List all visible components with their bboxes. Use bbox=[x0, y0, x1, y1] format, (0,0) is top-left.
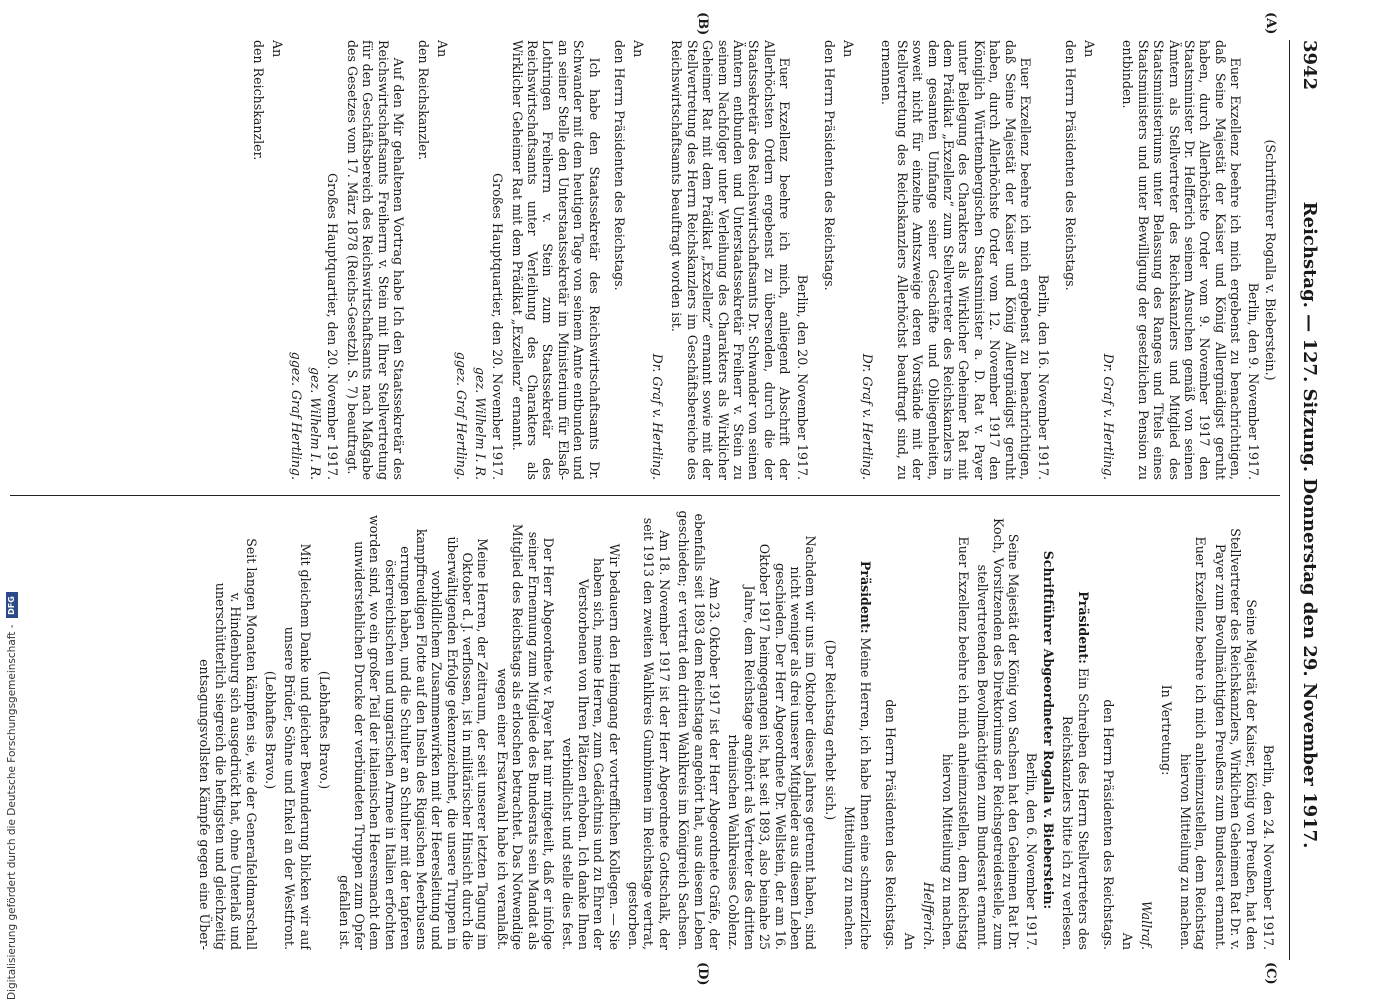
decree-address-recipient: den Reichskanzler. bbox=[415, 40, 431, 161]
letter-body: Seine Majestät der Kaiser, König von Preußen, hat den Stellvertreter des Reichskanzlers, Wirklichen Geheimen Rat Dr. v. Payer zum Bevollmächtigten Preußens zum Bundesrat ernannt. bbox=[1212, 528, 1259, 950]
president-label: Präsident: bbox=[857, 560, 873, 634]
president-text: Ein Schreiben des Herrn Stellvertreters des Reichskanzlers bitte ich zu verlesen. bbox=[1060, 667, 1091, 950]
page-number: 3942 bbox=[1299, 40, 1321, 91]
column-divider bbox=[10, 495, 1280, 496]
left-column bbox=[10, 40, 1280, 480]
letter-date: Berlin, den 24. November 1917. bbox=[1261, 744, 1276, 950]
letter-signature: Helfferich. bbox=[921, 881, 937, 950]
speaker-note: (Schriftführer Rogalla v. Bieberstein.) bbox=[1263, 139, 1278, 381]
decree-place: Großes Hauptquartier, den 20. November 1917. bbox=[325, 173, 341, 480]
letter-address-recipient: den Herrn Präsidenten des Reichstags. bbox=[611, 40, 627, 291]
letter-date: Berlin, den 6. November 1917. bbox=[1023, 752, 1039, 950]
decree-countersignature: ggez. Graf Hertling. bbox=[454, 351, 470, 480]
speech-paragraph: Der Herr Abgeordnete v. Payer hat mir mitgeteilt, daß er infolge seiner Ernennung zum Mitgliede des Bundesrats sein Mandat als Mitglied des Reichstags als erloschen betrachtet. Das Notwendige wegen einer Ersatzwahl habe ich veranlaßt. bbox=[494, 523, 556, 950]
letter-address-line: An bbox=[1081, 40, 1097, 58]
speech-paragraph: Am 18. November 1917 ist der Herr Abgeordnete Gottschalk, der seit 1913 den zweiten Wahlkreis Gumbinnen im Reichstage vertrat, gestorben. bbox=[626, 517, 672, 950]
decree-signature: gez. Wilhelm I. R. bbox=[307, 367, 323, 480]
speech-paragraph: Meine Herren, der Zeitraum, der seit unserer letzten Tagung im Oktober d. J. verflossen, ist in militärischer Hinsicht durch die überwältigenden Erfolge gekennzeichnet, die unsere Truppen in vorbildlichem Zusammenwirken mit der Heeresleitung und kampffreudigen Flotte auf den Inseln des Rigaischen Meerbusens errungen haben, und die Schulter an Schulter mit der tapferen österreichischen und ungarischen Armee in Italien erfochten worden sind, wo ein großer Teil der italienischen Heeresmacht dem unwiderstehlichen Drucke der verbündeten Truppen zum Opfer gefallen ist. bbox=[336, 514, 491, 950]
decree-body: Auf den Mir gehaltenen Vortrag habe Ich den Staatssekretär des Reichswirtschaftsamts Freiherrn v. Stein mit Ihrer Stellvertretung für den Geschäftsbereich des Reichswirtschaftsamts nach Maßgabe des Gesetzes vom 17. März 1878 (Reichs-Gesetzbl. S. 7) beauftragt. bbox=[344, 40, 406, 480]
decree-place: Großes Hauptquartier, den 20. November 1917. bbox=[490, 173, 506, 480]
decree-address-line: An bbox=[434, 40, 450, 58]
letter-body: Seine Majestät der König von Sachsen hat den Geheimen Rat Dr. Koch, Vorsitzenden des Direktoriums der Reichsgetreidestelle, zum stellvertretenden Bevollmächtigten zum Bundesrat ernannt. bbox=[975, 517, 1022, 950]
letter-body: Euer Exzellenz beehre ich mich ergebenst zu benachrichtigen, daß Seine Majestät der Kaiser und König Allergnädigst geruht haben, durch Allerhöchste Order vom 12. November 1917 den Königlich Württembergischen Staatsminister a. D. Rat v. Payer unter Beilegung des Charakters als Wirklicher Geheimer Rat mit dem Prädikat „Exzellenz“ zum Stellvertreter des Reichskanzlers in dem gesamten Umfange seiner Geschäfte und Obliegenheiten, soweit nicht für einzelne Amtszweige deren Vorstände mit der Stellvertretung des Reichskanzlers Allerhöchst beauftragt sind, zu ernennen. bbox=[879, 40, 1034, 480]
speech-paragraph: Wir bedauern den Heimgang der vortrefflichen Kollegen. — Sie haben sich, meine Herren, zum Gedächtnis und zu Ehren der Verstorbenen von Ihren Plätzen erhoben. Ich danke Ihnen verbindlichst und stelle dies fest. bbox=[560, 543, 622, 950]
decree-countersignature: ggez. Graf Hertling. bbox=[289, 351, 305, 480]
letter-body: Euer Exzellenz beehre ich mich anheimzustellen, dem Reichstag hiervon Mitteilung zu machen. bbox=[940, 536, 971, 950]
decree-signature: gez. Wilhelm I. R. bbox=[472, 367, 488, 480]
footer-text: Digitalisierung gefördert durch die Deutsche Forschungsgemeinschaft - bbox=[6, 624, 18, 1000]
letter-signature: Wallraf. bbox=[1139, 900, 1155, 950]
letter-address-recipient: den Herrn Präsidenten des Reichstags. bbox=[1100, 699, 1116, 950]
letter-signature: Dr. Graf v. Hertling. bbox=[1100, 353, 1116, 480]
president-label: Präsident: bbox=[1075, 591, 1091, 664]
letter-date: Berlin, den 9. November 1917. bbox=[1245, 282, 1261, 480]
letter-address-recipient: den Herrn Präsidenten des Reichstags. bbox=[821, 40, 837, 291]
letter-signature: Dr. Graf v. Hertling. bbox=[650, 353, 665, 480]
margin-marker-d: (D) bbox=[695, 962, 710, 986]
letter-body: Euer Exzellenz beehre ich mich anheimzustellen, dem Reichstag hiervon Mitteilung zu machen. bbox=[1177, 536, 1209, 950]
letter-address-line: An bbox=[840, 40, 856, 58]
stage-direction: (Lebhaftes Bravo.) bbox=[317, 670, 333, 790]
margin-marker-b: (B) bbox=[695, 12, 710, 36]
letter-body: Euer Exzellenz beehre ich mich, anliegend Abschrift der Allerhöchsten Ordern ergebenst zu übersenden, durch die der Staatssekretär des Reichswirtschaftsamts Dr. Schwander von seinen Ämtern entbunden und Unterstaatssekretär Freiherr v. Stein zu seinem Nachfolger unter Verleihung des Charakters als Wirklicher Geheimer Rat mit dem Prädikat „Exzellenz“ ernannt sowie mit der Stellvertretung des Herrn Reichskanzlers im Geschäftsbereiche des Reichswirtschaftsamts beauftragt worden ist. bbox=[669, 40, 793, 480]
letter-date: Berlin, den 20. November 1917. bbox=[794, 274, 810, 480]
letter-address-recipient: den Herrn Präsidenten des Reichstags. bbox=[882, 699, 898, 950]
speech-paragraph: Mit gleichem Danke und gleicher Bewunderung blicken wir auf unsere Brüder, Söhne und Enkel an der Westfront. bbox=[282, 543, 313, 950]
digitization-footer bbox=[4, 0, 20, 1000]
letter-address-line: An bbox=[630, 40, 646, 58]
speech-paragraph: Am 23. Oktober 1917 ist der Herr Abgeordnete Gräfe, der ebenfalls seit 1893 dem Reichstage angehört hat, aus diesem Leben geschieden; er vertrat den dritten Wahlkreis im Königreich Sachsen. bbox=[676, 510, 723, 950]
speech-paragraph: Nachdem wir uns im Oktober dieses Jahres getrennt haben, sind nicht weniger als drei unserer Mitglieder aus diesem Leben geschieden. Der Herr Abgeordnete Dr. Wellstein, der am 16. Oktober 1917 heimgegangen ist, hat seit 1893, also beinahe 25 Jahre, dem Reichstage angehört als Vertreter des dritten rheinischen Wahlkreises Coblenz. bbox=[726, 535, 819, 950]
letter-body: Euer Exzellenz beehre ich mich ergebenst zu benachrichtigen, daß Seine Majestät der Kaiser und König Allergnädigst geruht haben, durch Allerhöchste Order vom 9. November 1917 den Staatsminister Dr. Helfferich seinem Ansuchen gemäß von seinen Ämtern als Stellvertreter des Reichskanzlers und Mitglied des Staatsministeriums unter Belassung des Ranges und Titels eines Staatsministers und unter Bewilligung der gesetzlichen Pension zu entbinden. bbox=[1120, 40, 1244, 480]
stage-direction: (Der Reichstag erhebt sich.) bbox=[822, 639, 838, 821]
margin-marker-a: (A) bbox=[1263, 12, 1278, 35]
letter-address-line: An bbox=[901, 932, 917, 950]
decree-address-recipient: den Reichskanzler. bbox=[251, 40, 267, 161]
letter-date: Berlin, den 16. November 1917. bbox=[1035, 274, 1051, 480]
stage-direction: (Lebhaftes Bravo.) bbox=[263, 670, 279, 790]
right-column bbox=[8, 510, 1278, 950]
president-text: Meine Herren, ich habe Ihnen eine schmerzliche Mitteilung zu machen. bbox=[842, 637, 873, 950]
decree-body: Ich habe den Staatssekretär des Reichswirtschaftsamts Dr. Schwander mit dem heutigen Tage von seinem Amte entbunden und an seiner Stelle den Unterstaatssekretär im Ministerium für Elsaß-Lothringen Freiherrn v. Stein zum Staatssekretär des Reichswirtschaftsamts unter Verleihung des Charakters als Wirklicher Geheimer Rat mit dem Prädikat „Exzellenz“ ernannt. bbox=[509, 40, 602, 480]
letter-address-recipient: den Herrn Präsidenten des Reichstags. bbox=[1062, 40, 1078, 291]
speaker-note: Schriftführer Abgeordneter Rogalla v. Bieberstein: bbox=[1040, 550, 1056, 910]
margin-marker-c: (C) bbox=[1263, 962, 1278, 985]
speech-paragraph: Seit langen Monaten kämpfen sie, wie der Generalfeldmarschall v. Hindenburg sich ausgedrückt hat, ohne Unterlaß und unerschütterlich siegreich die heftigsten und gleichzeitig entsagungsvollsten Kämpfe gegen eine Über- bbox=[197, 538, 259, 950]
decree-address-line: An bbox=[270, 40, 286, 58]
document-page bbox=[0, 12, 1330, 986]
page-title: Reichstag. — 127. Sitzung. Donnerstag den 29. November 1917. bbox=[1299, 201, 1321, 849]
letter-note: In Vertretung: bbox=[1158, 684, 1174, 776]
page-header bbox=[1289, 40, 1330, 960]
letter-address-line: An bbox=[1119, 932, 1135, 950]
dfg-logo: DFG bbox=[6, 592, 18, 618]
letter-signature: Dr. Graf v. Hertling. bbox=[860, 353, 876, 480]
